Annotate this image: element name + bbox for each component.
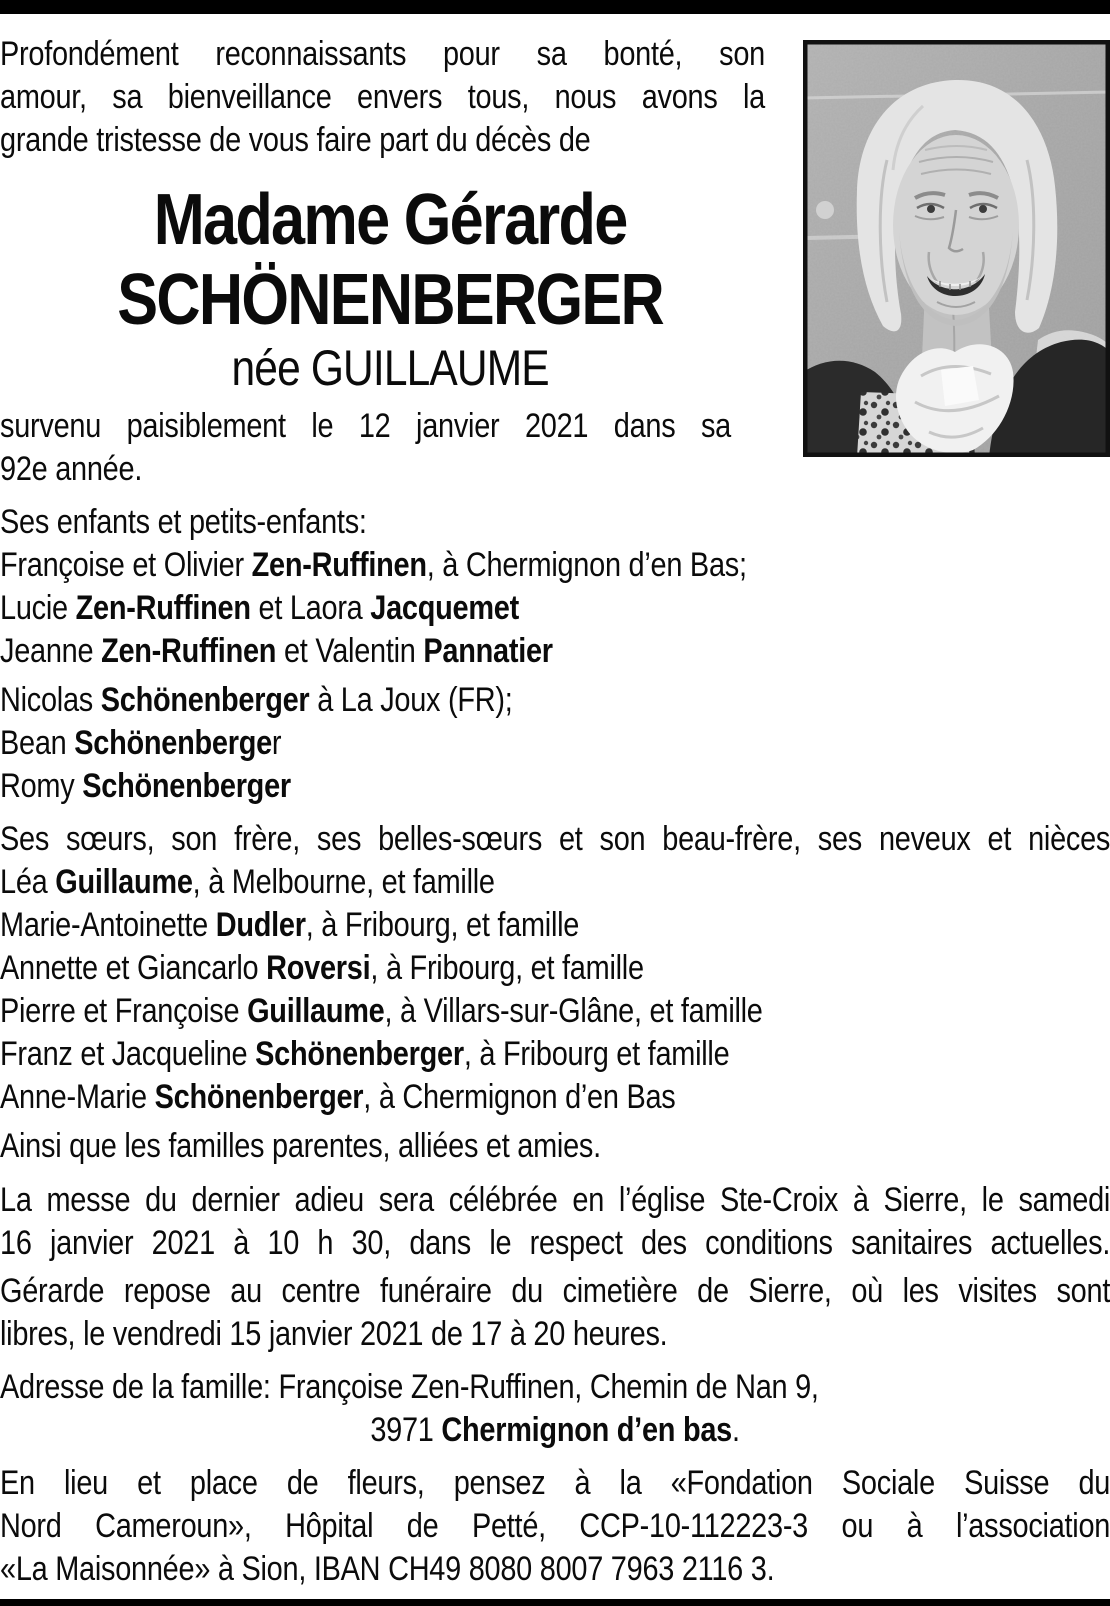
mass-info-paragraph: La messe du dernier adieu sera célébrée en l’église Ste-Croix à Sierre, le samedi 16 janvier 2021 à 10 h 30, dans le respect des conditions sanitaires actuelles. (0, 1181, 1110, 1262)
related-families-line: Ainsi que les familles parentes, alliées et amies. (0, 1127, 601, 1165)
deceased-lastname: SCHÖNENBERGER (117, 260, 664, 340)
bottom-rule-bar (0, 1599, 1110, 1606)
death-date-paragraph: survenu paisiblement le 12 janvier 2021 dans sa 92e année. (0, 407, 731, 488)
siblings-list: Ses sœurs, son frère, ses belles-sœurs et son beau-frère, ses neveux et nièces Léa Guillaume, à Melbourne, et famille Marie-Antoinette Dudler, à Fribourg, et famille Annette et Giancarlo Roversi, à Fribourg, et famille Pierre et Françoise Guillaume, à Villars-sur-Glâne, et famille Franz et Jacqueline Schönenberger, à Fribourg et famille Anne-Marie Schönenberger, à Chermignon d’en Bas (0, 820, 1110, 1116)
deceased-name-block (0, 180, 780, 396)
top-rule-bar (0, 0, 1110, 14)
donation-info-paragraph: En lieu et place de fleurs, pensez à la «Fondation Sociale Suisse du Nord Cameroun», Hôpital de Petté, CCP-10-112223-3 ou à l’association «La Maisonnée» à Sion, IBAN CH49 8080 8007 7963 2116 3. (0, 1464, 1110, 1588)
deceased-maiden-name: née GUILLAUME (231, 340, 549, 396)
portrait-photo (803, 40, 1110, 457)
intro-paragraph: Profondément reconnaissants pour sa bonté, son amour, sa bienveillance envers tous, nous avons la grande tristesse de vous faire part du décès de (0, 35, 765, 159)
family-address-paragraph: Adresse de la famille: Françoise Zen-Ruffinen, Chemin de Nan 9, 3971 Chermignon d’en bas. (0, 1368, 819, 1449)
children-list: Ses enfants et petits-enfants: Françoise et Olivier Zen-Ruffinen, à Chermignon d’en Bas; Lucie Zen-Ruffinen et Laora Jacquemet Jeanne Zen-Ruffinen et Valentin Pannatier (0, 503, 747, 670)
deceased-title-firstname: Madame Gérarde (153, 180, 627, 260)
portrait-photo-graphic (803, 40, 1110, 457)
repose-info-paragraph: Gérarde repose au centre funéraire du cimetière de Sierre, où les visites sont libres, le vendredi 15 janvier 2021 de 17 à 20 heures. (0, 1272, 1110, 1353)
children-list-2: Nicolas Schönenberger à La Joux (FR); Bean Schönenberger Romy Schönenberger (0, 681, 513, 805)
